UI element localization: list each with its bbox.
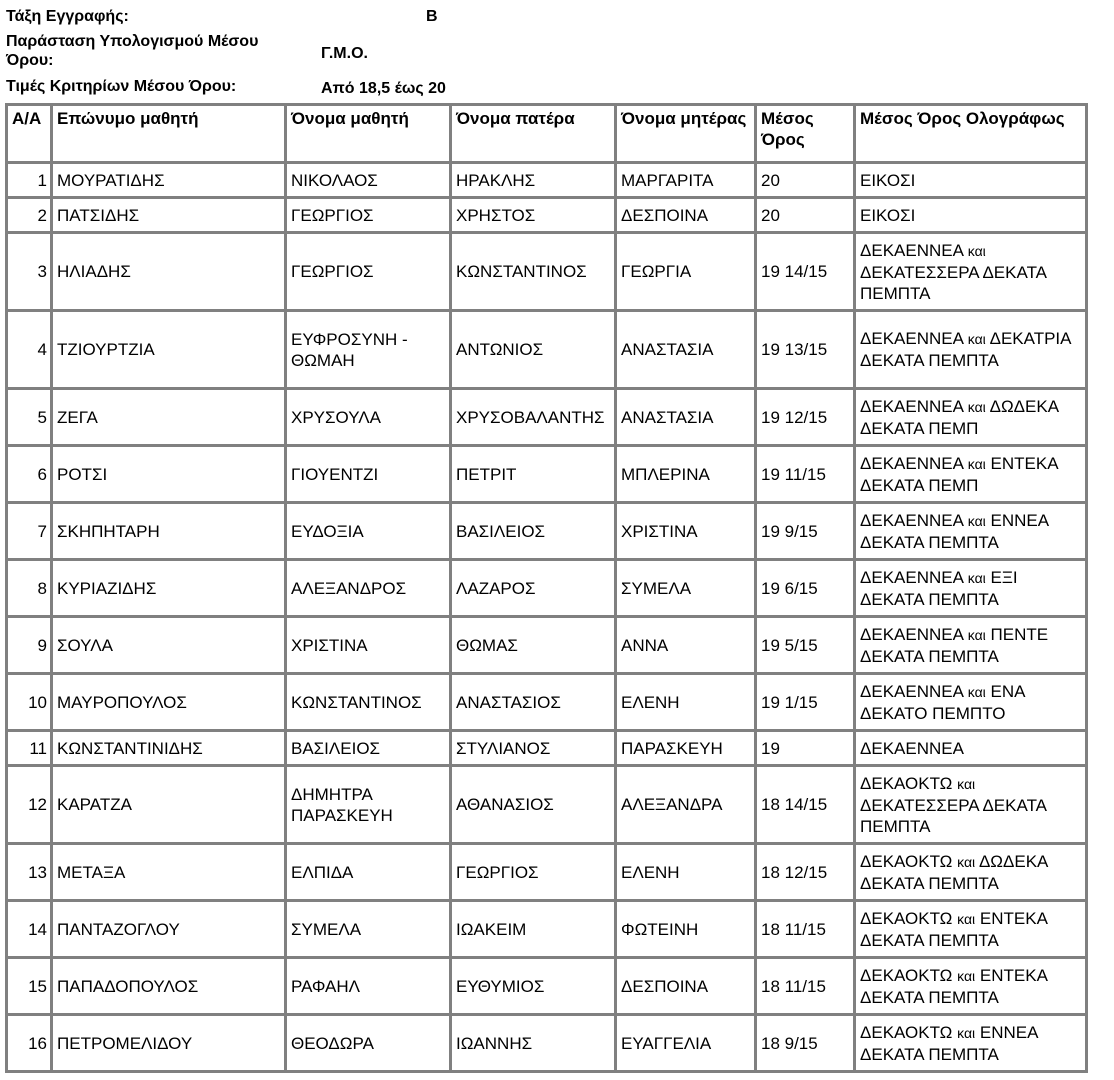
average-words-fraction: ΔΕΚΑΤΕΣΣΕΡΑ ΔΕΚΑΤΑ ΠΕΜΠΤΑ: [860, 262, 1047, 303]
father-name: ΑΘΑΝΑΣΙΟΣ: [451, 766, 616, 844]
father-name: ΗΡΑΚΛΗΣ: [451, 163, 616, 198]
col-header-average: Μέσος Όρος: [756, 105, 855, 163]
average-words-fraction: ΔΕΚΑΤΡΙΑ ΔΕΚΑΤΑ ΠΕΜΠΤΑ: [860, 329, 1071, 370]
student-name: ΧΡΙΣΤΙΝΑ: [286, 617, 451, 674]
student-name: ΓΙΟΥΕΝΤΖΙ: [286, 446, 451, 503]
row-number: 4: [7, 311, 52, 389]
student-surname: ΚΥΡΙΑΖΙΔΗΣ: [52, 560, 286, 617]
class-label: Τάξη Εγγραφής:: [6, 8, 129, 25]
row-number: 10: [7, 674, 52, 731]
average-words-fraction: ΕΝΝΕΑ ΔΕΚΑΤΑ ΠΕΜΠΤΑ: [860, 510, 1049, 552]
mother-name: ΑΝΑΣΤΑΣΙΑ: [616, 389, 756, 446]
table-row: [7, 446, 1087, 503]
mother-name: ΔΕΣΠΟΙΝΑ: [616, 958, 756, 1015]
student-name: ΔΗΜΗΤΡΑ ΠΑΡΑΣΚΕΥΗ: [286, 766, 451, 844]
average-value: 18 9/15: [756, 1015, 855, 1072]
average-words-fraction: ΔΩΔΕΚΑ ΔΕΚΑΤΑ ΠΕΜΠ: [860, 396, 1059, 438]
average-value: 19 12/15: [756, 389, 855, 446]
average-words-main: ΔΕΚΑΕΝΝΕΑ: [860, 681, 964, 701]
mother-name: ΕΥΑΓΓΕΛΙΑ: [616, 1015, 756, 1072]
average-value: 19 11/15: [756, 446, 855, 503]
father-name: ΑΝΤΩΝΙΟΣ: [451, 311, 616, 389]
student-surname: ΣΚΗΠΗΤΑΡΗ: [52, 503, 286, 560]
table-row: [7, 617, 1087, 674]
average-words-main: ΕΙΚΟΣΙ: [860, 170, 916, 190]
average-in-words: [855, 901, 1087, 958]
average-value: 19 13/15: [756, 311, 855, 389]
mother-name: ΔΕΣΠΟΙΝΑ: [616, 198, 756, 233]
student-name: ΕΛΠΙΔΑ: [286, 844, 451, 901]
student-name: ΣΥΜΕΛΑ: [286, 901, 451, 958]
father-name: ΒΑΣΙΛΕΙΟΣ: [451, 503, 616, 560]
father-name: ΛΑΖΑΡΟΣ: [451, 560, 616, 617]
average-in-words: [855, 958, 1087, 1015]
average-words-fraction: ΔΩΔΕΚΑ ΔΕΚΑΤΑ ΠΕΜΠΤΑ: [860, 851, 1048, 893]
average-words-main: ΔΕΚΑΕΝΝΕΑ: [860, 567, 964, 587]
average-in-words: [855, 1015, 1087, 1072]
row-number: 2: [7, 198, 52, 233]
average-value: 18 11/15: [756, 958, 855, 1015]
table-row: [7, 844, 1087, 901]
student-surname: ΜΟΥΡΑΤΙΔΗΣ: [52, 163, 286, 198]
average-words-main: ΔΕΚΑΟΚΤΩ: [860, 1022, 953, 1042]
student-surname: ΜΕΤΑΞΑ: [52, 844, 286, 901]
average-words-main: ΔΕΚΑΕΝΝΕΑ: [860, 453, 964, 473]
father-name: ΣΤΥΛΙΑΝΟΣ: [451, 731, 616, 766]
col-header-mother: Όνομα μητέρας: [616, 105, 756, 163]
class-value: Β: [426, 8, 438, 25]
mother-name: ΦΩΤΕΙΝΗ: [616, 901, 756, 958]
average-value: 18 11/15: [756, 901, 855, 958]
average-value: 20: [756, 163, 855, 198]
student-surname: ΠΕΤΡΟΜΕΛΙΔΟΥ: [52, 1015, 286, 1072]
table-row: [7, 198, 1087, 233]
table-row: [7, 503, 1087, 560]
student-name: ΡΑΦΑΗΛ: [286, 958, 451, 1015]
mother-name: ΧΡΙΣΤΙΝΑ: [616, 503, 756, 560]
student-name: ΕΥΦΡΟΣΥΝΗ - ΘΩΜΑΗ: [286, 311, 451, 389]
father-name: ΕΥΘΥΜΙΟΣ: [451, 958, 616, 1015]
average-in-words: [855, 311, 1087, 389]
table-row: [7, 766, 1087, 844]
average-value: 19: [756, 731, 855, 766]
mother-name: ΑΝΝΑ: [616, 617, 756, 674]
student-surname: ΣΟΥΛΑ: [52, 617, 286, 674]
student-name: ΓΕΩΡΓΙΟΣ: [286, 198, 451, 233]
calc-label-line1: Παράσταση Υπολογισμού Μέσου: [6, 33, 259, 50]
average-words-main: ΔΕΚΑΕΝΝΕΑ: [860, 396, 964, 416]
mother-name: ΠΑΡΑΣΚΕΥΗ: [616, 731, 756, 766]
average-in-words: [855, 674, 1087, 731]
average-words-main: ΔΕΚΑΟΚΤΩ: [860, 773, 953, 793]
average-in-words: [855, 617, 1087, 674]
student-surname: ΖΕΓΑ: [52, 389, 286, 446]
average-words-main: ΕΙΚΟΣΙ: [860, 205, 916, 225]
average-in-words: [855, 198, 1087, 233]
mother-name: ΑΝΑΣΤΑΣΙΑ: [616, 311, 756, 389]
average-in-words: [855, 503, 1087, 560]
average-words-main: ΔΕΚΑΕΝΝΕΑ: [860, 738, 964, 758]
calc-label-line2: Όρου:: [6, 52, 54, 69]
average-value: 19 6/15: [756, 560, 855, 617]
student-name: ΝΙΚΟΛΑΟΣ: [286, 163, 451, 198]
row-number: 16: [7, 1015, 52, 1072]
average-words-conjunction: και: [957, 775, 976, 792]
col-header-aa: Α/Α: [7, 105, 52, 163]
average-in-words: [855, 233, 1087, 311]
student-surname: ΗΛΙΑΔΗΣ: [52, 233, 286, 311]
col-header-surname: Επώνυμο μαθητή: [52, 105, 286, 163]
col-header-father: Όνομα πατέρα: [451, 105, 616, 163]
student-name: ΑΛΕΞΑΝΔΡΟΣ: [286, 560, 451, 617]
average-words-main: ΔΕΚΑΕΝΝΕΑ: [860, 624, 964, 644]
average-in-words: [855, 766, 1087, 844]
student-surname: ΡΟΤΣΙ: [52, 446, 286, 503]
row-number: 6: [7, 446, 52, 503]
average-words-fraction: ΕΝΑ ΔΕΚΑΤΟ ΠΕΜΠΤΟ: [860, 681, 1025, 723]
table-row: [7, 389, 1087, 446]
row-number: 13: [7, 844, 52, 901]
mother-name: ΕΛΕΝΗ: [616, 844, 756, 901]
student-name: ΧΡΥΣΟΥΛΑ: [286, 389, 451, 446]
student-surname: ΤΖΙΟΥΡΤΖΙΑ: [52, 311, 286, 389]
average-words-main: ΔΕΚΑΕΝΝΕΑ: [860, 240, 964, 260]
calc-value: Γ.Μ.Ο.: [321, 45, 368, 62]
student-name: ΕΥΔΟΞΙΑ: [286, 503, 451, 560]
students-table: [5, 103, 1088, 1073]
student-surname: ΠΑΤΣΙΔΗΣ: [52, 198, 286, 233]
average-words-conjunction: και: [967, 626, 986, 643]
average-words-main: ΔΕΚΑΟΚΤΩ: [860, 851, 953, 871]
row-number: 14: [7, 901, 52, 958]
average-value: 18 14/15: [756, 766, 855, 844]
row-number: 1: [7, 163, 52, 198]
table-row: [7, 731, 1087, 766]
student-name: ΘΕΟΔΩΡΑ: [286, 1015, 451, 1072]
average-words-fraction: ΔΕΚΑΤΕΣΣΕΡΑ ΔΕΚΑΤΑ ΠΕΜΠΤΑ: [860, 795, 1047, 836]
mother-name: ΑΛΕΞΑΝΔΡΑ: [616, 766, 756, 844]
average-words-conjunction: και: [957, 853, 976, 870]
table-row: [7, 560, 1087, 617]
average-in-words: [855, 731, 1087, 766]
average-value: 19 1/15: [756, 674, 855, 731]
father-name: ΧΡΥΣΟΒΑΛΑΝΤΗΣ: [451, 389, 616, 446]
average-words-main: ΔΕΚΑΕΝΝΕΑ: [860, 510, 964, 530]
student-surname: ΚΩΝΣΤΑΝΤΙΝΙΔΗΣ: [52, 731, 286, 766]
student-surname: ΠΑΝΤΑΖΟΓΛΟΥ: [52, 901, 286, 958]
father-name: ΠΕΤΡΙΤ: [451, 446, 616, 503]
col-header-average-words: Μέσος Όρος Ολογράφως: [855, 105, 1087, 163]
average-in-words: [855, 389, 1087, 446]
col-header-name: Όνομα μαθητή: [286, 105, 451, 163]
average-words-conjunction: και: [967, 512, 986, 529]
row-number: 9: [7, 617, 52, 674]
average-words-conjunction: και: [967, 331, 986, 347]
criteria-label: Τιμές Κριτηρίων Μέσου Όρου:: [6, 78, 237, 95]
average-in-words: [855, 560, 1087, 617]
average-value: 20: [756, 198, 855, 233]
average-words-conjunction: και: [967, 455, 986, 472]
mother-name: ΜΑΡΓΑΡΙΤΑ: [616, 163, 756, 198]
student-name: ΚΩΝΣΤΑΝΤΙΝΟΣ: [286, 674, 451, 731]
average-words-fraction: ΕΝΤΕΚΑ ΔΕΚΑΤΑ ΠΕΜΠΤΑ: [860, 908, 1047, 950]
table-row: [7, 674, 1087, 731]
average-words-fraction: ΠΕΝΤΕ ΔΕΚΑΤΑ ΠΕΜΠΤΑ: [860, 624, 1049, 666]
row-number: 11: [7, 731, 52, 766]
mother-name: ΓΕΩΡΓΙΑ: [616, 233, 756, 311]
average-words-conjunction: και: [967, 569, 986, 586]
criteria-value: Από 18,5 έως 20: [321, 80, 446, 97]
table-row: [7, 233, 1087, 311]
average-words-conjunction: και: [957, 910, 976, 927]
student-surname: ΠΑΠΑΔΟΠΟΥΛΟΣ: [52, 958, 286, 1015]
average-value: 18 12/15: [756, 844, 855, 901]
row-number: 12: [7, 766, 52, 844]
table-row: [7, 958, 1087, 1015]
average-words-fraction: ΕΝΤΕΚΑ ΔΕΚΑΤΑ ΠΕΜΠΤΑ: [860, 965, 1047, 1007]
average-words-fraction: ΕΝΝΕΑ ΔΕΚΑΤΑ ΠΕΜΠΤΑ: [860, 1022, 1038, 1064]
father-name: ΧΡΗΣΤΟΣ: [451, 198, 616, 233]
row-number: 8: [7, 560, 52, 617]
row-number: 7: [7, 503, 52, 560]
average-value: 19 5/15: [756, 617, 855, 674]
average-in-words: [855, 446, 1087, 503]
father-name: ΚΩΝΣΤΑΝΤΙΝΟΣ: [451, 233, 616, 311]
mother-name: ΕΛΕΝΗ: [616, 674, 756, 731]
mother-name: ΣΥΜΕΛΑ: [616, 560, 756, 617]
average-words-conjunction: και: [967, 242, 986, 259]
student-surname: ΜΑΥΡΟΠΟΥΛΟΣ: [52, 674, 286, 731]
average-words-main: ΔΕΚΑΟΚΤΩ: [860, 908, 953, 928]
father-name: ΙΩΑΚΕΙΜ: [451, 901, 616, 958]
average-words-main: ΔΕΚΑΕΝΝΕΑ: [860, 329, 964, 348]
average-words-fraction: ΕΝΤΕΚΑ ΔΕΚΑΤΑ ΠΕΜΠ: [860, 453, 1058, 495]
table-header-row: [7, 105, 1087, 163]
average-words-conjunction: και: [967, 683, 986, 700]
average-value: 19 14/15: [756, 233, 855, 311]
table-row: [7, 1015, 1087, 1072]
average-words-conjunction: και: [957, 1024, 976, 1041]
father-name: ΓΕΩΡΓΙΟΣ: [451, 844, 616, 901]
father-name: ΑΝΑΣΤΑΣΙΟΣ: [451, 674, 616, 731]
average-in-words: [855, 163, 1087, 198]
average-words-main: ΔΕΚΑΟΚΤΩ: [860, 965, 953, 985]
average-words-conjunction: και: [967, 398, 986, 415]
student-surname: ΚΑΡΑΤΖΑ: [52, 766, 286, 844]
row-number: 3: [7, 233, 52, 311]
row-number: 5: [7, 389, 52, 446]
table-row: [7, 163, 1087, 198]
mother-name: ΜΠΛΕΡΙΝΑ: [616, 446, 756, 503]
table-row: [7, 901, 1087, 958]
father-name: ΘΩΜΑΣ: [451, 617, 616, 674]
table-row: [7, 311, 1087, 389]
average-words-conjunction: και: [957, 967, 976, 984]
average-words-fraction: ΕΞΙ ΔΕΚΑΤΑ ΠΕΜΠΤΑ: [860, 567, 1018, 609]
average-value: 19 9/15: [756, 503, 855, 560]
student-name: ΓΕΩΡΓΙΟΣ: [286, 233, 451, 311]
row-number: 15: [7, 958, 52, 1015]
student-name: ΒΑΣΙΛΕΙΟΣ: [286, 731, 451, 766]
father-name: ΙΩΑΝΝΗΣ: [451, 1015, 616, 1072]
average-in-words: [855, 844, 1087, 901]
